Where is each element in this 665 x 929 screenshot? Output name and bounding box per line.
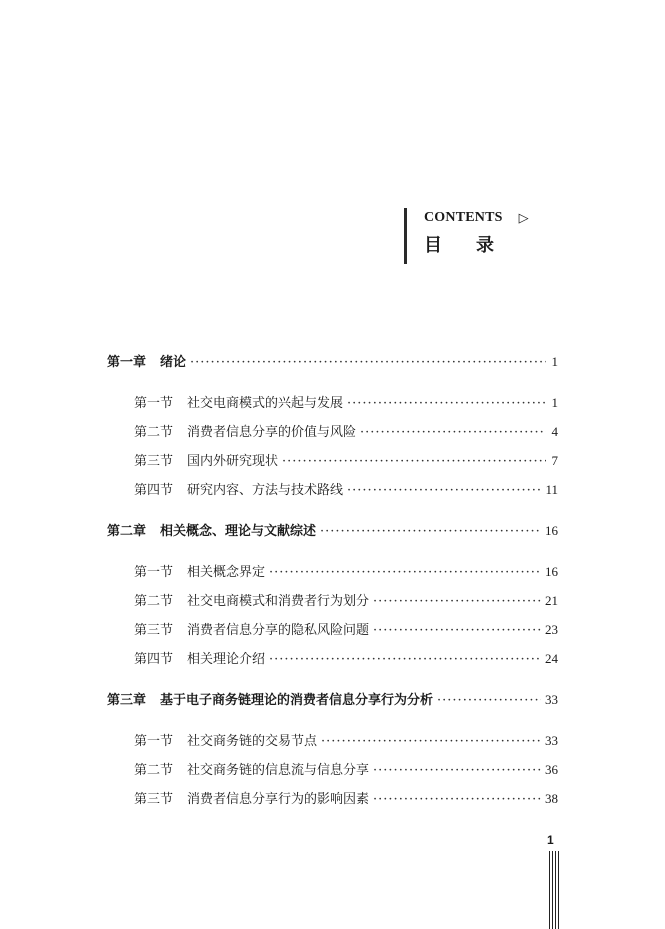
dot-leader xyxy=(437,691,541,711)
page-ref: 23 xyxy=(545,622,558,637)
section-number: 第一节 xyxy=(134,734,174,749)
section-number: 第一节 xyxy=(134,396,174,411)
page-title: 目录 xyxy=(424,235,528,256)
dot-leader xyxy=(269,563,541,583)
toc-section-entry[interactable] xyxy=(107,620,558,649)
page-ref: 7 xyxy=(551,453,558,468)
chapter-title: 绪论 xyxy=(160,355,187,370)
section-title: 消费者信息分享的价值与风险 xyxy=(187,425,357,440)
toc-section-entry[interactable] xyxy=(107,451,558,480)
section-number: 第四节 xyxy=(134,483,174,498)
chapter-number: 第三章 xyxy=(107,693,147,708)
contents-header xyxy=(404,208,529,264)
dot-leader xyxy=(269,650,541,670)
section-title: 社交商务链的信息流与信息分享 xyxy=(187,763,370,778)
section-number: 第一节 xyxy=(134,565,174,580)
table-of-contents xyxy=(107,352,558,818)
section-number: 第二节 xyxy=(134,425,174,440)
page-number: 1 xyxy=(547,833,554,847)
page-ref: 38 xyxy=(545,791,558,806)
toc-section-entry[interactable] xyxy=(107,731,558,760)
toc-section-entry[interactable] xyxy=(107,789,558,818)
edge-bars-decoration xyxy=(549,851,559,929)
contents-label: CONTENTS xyxy=(424,210,503,225)
dot-leader xyxy=(282,452,546,472)
toc-chapter-entry[interactable] xyxy=(107,352,558,381)
dot-leader xyxy=(373,621,541,641)
contents-heading xyxy=(424,208,529,228)
toc-section-entry[interactable] xyxy=(107,393,558,422)
toc-section-entry[interactable] xyxy=(107,422,558,451)
section-title: 社交电商模式和消费者行为划分 xyxy=(187,594,370,609)
section-number: 第四节 xyxy=(134,652,174,667)
toc-section-entry[interactable] xyxy=(107,591,558,620)
page-ref: 33 xyxy=(545,692,558,707)
section-title: 消费者信息分享的隐私风险问题 xyxy=(187,623,370,638)
page-ref: 24 xyxy=(545,651,558,666)
dot-leader xyxy=(373,761,541,781)
dot-leader xyxy=(360,423,546,443)
section-title: 消费者信息分享行为的影响因素 xyxy=(187,792,370,807)
toc-chapter-entry[interactable] xyxy=(107,521,558,550)
toc-chapter-entry[interactable] xyxy=(107,690,558,719)
page-ref: 36 xyxy=(545,762,558,777)
dot-leader xyxy=(347,394,546,414)
section-number: 第二节 xyxy=(134,763,174,778)
section-number: 第三节 xyxy=(134,454,174,469)
page-ref: 21 xyxy=(545,593,558,608)
section-number: 第二节 xyxy=(134,594,174,609)
chapter-title: 相关概念、理论与文献综述 xyxy=(160,524,317,539)
section-title: 相关概念界定 xyxy=(187,565,266,580)
toc-section-entry[interactable] xyxy=(107,760,558,789)
page-ref: 33 xyxy=(545,733,558,748)
section-title: 国内外研究现状 xyxy=(187,454,279,469)
dot-leader xyxy=(321,732,541,752)
chapter-title: 基于电子商务链理论的消费者信息分享行为分析 xyxy=(160,693,434,708)
dot-leader xyxy=(347,481,541,501)
section-title: 研究内容、方法与技术路线 xyxy=(187,483,344,498)
section-number: 第三节 xyxy=(134,623,174,638)
chapter-number: 第一章 xyxy=(107,355,147,370)
triangle-arrow-icon: ▷ xyxy=(518,210,529,225)
toc-section-entry[interactable] xyxy=(107,480,558,509)
toc-section-entry[interactable] xyxy=(107,562,558,591)
dot-leader xyxy=(373,592,541,612)
dot-leader xyxy=(373,790,541,810)
dot-leader xyxy=(320,522,541,542)
toc-section-entry[interactable] xyxy=(107,649,558,678)
page-ref: 16 xyxy=(545,523,558,538)
section-number: 第三节 xyxy=(134,792,174,807)
chapter-number: 第二章 xyxy=(107,524,147,539)
section-title: 相关理论介绍 xyxy=(187,652,266,667)
page-ref: 11 xyxy=(545,482,558,497)
dot-leader xyxy=(190,353,546,373)
section-title: 社交电商模式的兴起与发展 xyxy=(187,396,344,411)
page-ref: 16 xyxy=(545,564,558,579)
page-ref: 1 xyxy=(551,354,558,369)
page-ref: 4 xyxy=(551,424,558,439)
section-title: 社交商务链的交易节点 xyxy=(187,734,318,749)
page-ref: 1 xyxy=(551,395,558,410)
